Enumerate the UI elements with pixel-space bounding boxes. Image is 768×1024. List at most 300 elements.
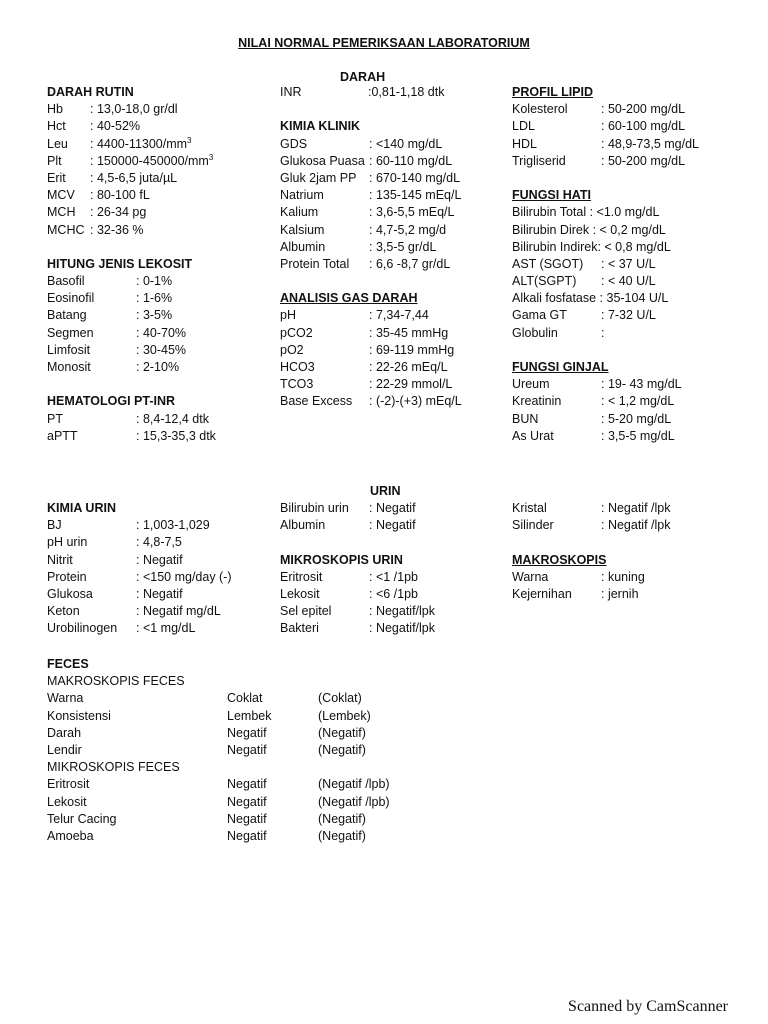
mikroskopis-urin-heading: MIKROSKOPIS URIN <box>280 552 403 567</box>
urin-heading: URIN <box>370 484 401 498</box>
hitung-jenis-heading: HITUNG JENIS LEKOSIT <box>47 256 193 271</box>
list-item <box>47 222 272 239</box>
item-value <box>136 620 195 637</box>
item-label: aPTT <box>47 428 78 443</box>
item-value-text: : Negatif/lpk <box>369 604 436 619</box>
darah-rutin-list <box>47 101 272 239</box>
list-item <box>280 187 505 204</box>
item-value <box>601 307 656 324</box>
list-item <box>512 411 757 428</box>
urin-middle-column <box>280 500 505 638</box>
kimia-klinik-list <box>280 136 505 274</box>
item-value-text: Negatif <box>227 811 267 826</box>
item-value <box>227 776 267 793</box>
item-value-text: : 26-34 pg <box>90 205 147 220</box>
item-value <box>136 428 216 445</box>
item-label: Kristal <box>512 501 547 515</box>
item-value-text: Negatif <box>227 828 267 843</box>
item-label: As Urat <box>512 428 554 443</box>
list-item <box>47 204 272 221</box>
item-label: Natrium <box>280 188 324 203</box>
item-value-text: : 19- 43 mg/dL <box>601 377 682 392</box>
item-value-superscript: 3 <box>187 135 192 145</box>
item-label: HCO3 <box>280 360 315 374</box>
item-label: Limfosit <box>47 342 91 357</box>
list-item <box>47 708 467 725</box>
item-value <box>601 428 675 445</box>
item-value-text: Lembek <box>227 708 272 723</box>
item-value-text: : 4,8-7,5 <box>136 535 182 550</box>
list-item <box>47 534 272 551</box>
item-value-text: : 50-200 mg/dL <box>601 102 686 117</box>
item-value <box>136 342 186 359</box>
list-item <box>47 690 467 707</box>
item-value <box>227 708 271 725</box>
list-item <box>47 187 272 204</box>
item-value <box>227 742 267 759</box>
right-column-darah <box>512 84 757 445</box>
item-value <box>601 393 674 410</box>
item-value <box>90 204 146 221</box>
item-value-text: : < 40 U/L <box>601 274 656 289</box>
list-item <box>47 118 272 135</box>
item-value <box>369 256 450 273</box>
item-value-text: : Negatif/lpk <box>369 621 436 636</box>
item-value <box>601 500 670 517</box>
list-item <box>47 603 272 620</box>
item-value <box>601 136 699 153</box>
item-value <box>136 359 179 376</box>
item-label: Trigliserid <box>512 153 566 168</box>
item-value-text: Negatif <box>227 777 267 792</box>
item-label: Eritrosit <box>280 569 323 584</box>
item-value-text: : 4400-11300/mm <box>90 136 188 151</box>
list-item <box>280 500 505 517</box>
item-value <box>601 325 604 342</box>
list-item <box>280 153 505 170</box>
item-value-text: : 3-5% <box>136 308 173 323</box>
item-label: Kolesterol <box>512 102 568 117</box>
item-value <box>369 325 448 342</box>
item-value-text: : 60-110 mg/dL <box>369 153 453 168</box>
item-label: Protein <box>47 569 87 584</box>
item-reference: (Lembek) <box>318 708 371 723</box>
list-item <box>47 517 272 534</box>
item-label: Urobilinogen <box>47 621 118 636</box>
list-item <box>47 325 272 342</box>
fungsi-hati-list <box>512 256 757 290</box>
item-value <box>136 534 182 551</box>
item-label: Base Excess <box>280 394 353 409</box>
item-label: GDS <box>280 136 308 151</box>
item-value <box>136 411 209 428</box>
item-label: Sel epitel <box>280 604 332 619</box>
hematologi-list <box>47 411 272 445</box>
list-item <box>47 153 272 170</box>
item-label: Kejernihan <box>512 586 572 601</box>
list-item <box>280 620 505 637</box>
item-value <box>601 153 685 170</box>
item-value <box>601 273 656 290</box>
item-value <box>227 811 267 828</box>
list-item <box>47 811 467 828</box>
item-value <box>369 170 460 187</box>
inr-label: INR <box>280 85 302 99</box>
item-label: Silinder <box>512 518 554 533</box>
item-label: pO2 <box>280 342 304 357</box>
item-value <box>369 239 436 256</box>
item-value-text: : 22-26 mEq/L <box>369 360 448 374</box>
list-item <box>512 586 757 603</box>
item-label: Warna <box>47 691 84 706</box>
hematologi-heading: HEMATOLOGI PT-INR <box>47 394 176 409</box>
item-value <box>369 222 446 239</box>
item-value <box>136 603 221 620</box>
item-value-text: : <1 mg/dL <box>136 621 196 636</box>
item-label: AST (SGOT) <box>512 256 584 271</box>
item-value <box>369 500 416 517</box>
item-value-text: : 5-20 mg/dL <box>601 411 672 426</box>
list-item <box>47 586 272 603</box>
item-value <box>369 204 454 221</box>
item-value-text: : Negatif mg/dL <box>136 604 221 619</box>
item-value <box>601 256 656 273</box>
item-value-text: : 69-119 mmHg <box>369 342 455 357</box>
item-value-text: : 2-10% <box>136 360 180 374</box>
item-value <box>601 569 645 586</box>
item-label: ALT(SGPT) <box>512 274 577 289</box>
list-item <box>47 273 272 290</box>
item-label: Batang <box>47 308 87 323</box>
item-value <box>227 725 267 742</box>
item-value-text: : 80-100 fL <box>90 188 150 203</box>
item-value <box>601 517 670 534</box>
mikroskopis-feces-heading: MIKROSKOPIS FECES <box>47 760 180 775</box>
left-column-darah <box>47 84 272 445</box>
item-value-text: : 1,003-1,029 <box>136 518 210 533</box>
list-item <box>512 153 757 170</box>
item-label: Telur Cacing <box>47 811 117 826</box>
item-value <box>601 586 639 603</box>
item-label: Eosinofil <box>47 291 95 306</box>
profil-lipid-heading: PROFIL LIPID <box>512 85 594 99</box>
item-value <box>136 552 183 569</box>
item-value-text: : 30-45% <box>136 342 187 357</box>
bilirubin-direk-line: Bilirubin Direk : < 0,2 mg/dL <box>512 222 666 237</box>
list-item <box>280 170 505 187</box>
item-value <box>369 393 462 410</box>
item-value-text: : 3,5-5 mg/dL <box>601 428 675 443</box>
item-label: Konsistensi <box>47 708 111 723</box>
darah-heading: DARAH <box>340 70 386 84</box>
alkali-fosfatase-line: Alkali fosfatase : 35-104 U/L <box>512 291 669 306</box>
inr-row <box>280 84 505 101</box>
item-value-text: : 670-140 mg/dL <box>369 170 461 185</box>
item-value-text: : 135-145 mEq/L <box>369 188 462 203</box>
item-value-text: : 40-52% <box>90 119 141 134</box>
item-label: Hb <box>47 102 63 117</box>
item-value-text: : 3,5-5 gr/dL <box>369 239 437 254</box>
list-item <box>280 586 505 603</box>
item-value-text: : Negatif <box>369 518 416 533</box>
mikroskopis-urin-list <box>280 569 505 638</box>
list-item <box>512 428 757 445</box>
item-label: Lekosit <box>47 794 87 809</box>
item-value <box>601 101 685 118</box>
item-value <box>90 222 144 239</box>
item-value-text: : 15,3-35,3 dtk <box>136 428 216 443</box>
item-label: Kalium <box>280 205 319 220</box>
list-item <box>280 376 505 393</box>
item-value <box>90 170 177 187</box>
item-value <box>227 828 267 845</box>
list-item <box>280 204 505 221</box>
item-value <box>90 118 140 135</box>
item-label: Protein Total <box>280 256 350 271</box>
item-value <box>369 517 416 534</box>
item-label: Erit <box>47 170 66 185</box>
item-value-text: : 40-70% <box>136 325 187 340</box>
list-item <box>512 376 757 393</box>
item-value <box>369 603 435 620</box>
feces-heading: FECES <box>47 657 89 671</box>
list-item <box>280 307 505 324</box>
item-label: PT <box>47 411 63 426</box>
item-label: Lekosit <box>280 586 320 601</box>
list-item <box>280 256 505 273</box>
item-reference: (Negatif /lpb) <box>318 794 390 809</box>
item-reference: (Negatif) <box>318 742 366 757</box>
item-value <box>369 307 429 324</box>
item-label: MCH <box>47 205 76 220</box>
item-value-text: : 0-1% <box>136 274 173 289</box>
item-value-text: : <6 /1pb <box>369 586 418 601</box>
fungsi-ginjal-list <box>512 376 757 445</box>
list-item <box>47 725 467 742</box>
inr-value: :0,81-1,18 dtk <box>368 85 445 99</box>
item-label: MCV <box>47 188 75 203</box>
item-label: pH urin <box>47 535 88 550</box>
item-label: Ureum <box>512 377 550 392</box>
list-item <box>47 776 467 793</box>
item-value <box>601 376 682 393</box>
item-value-text: : 22-29 mmol/L <box>369 377 453 392</box>
item-value-superscript: 3 <box>208 152 214 162</box>
item-label: Warna <box>512 569 549 584</box>
fungsi-hati-heading: FUNGSI HATI <box>512 188 591 203</box>
profil-lipid-list <box>512 101 757 170</box>
item-reference: (Coklat) <box>318 691 362 706</box>
list-item <box>280 569 505 586</box>
item-value <box>369 153 452 170</box>
item-label: TCO3 <box>280 377 314 392</box>
item-value <box>369 187 461 204</box>
item-label: Gama GT <box>512 308 567 323</box>
list-item <box>280 517 505 534</box>
item-label: Darah <box>47 725 82 740</box>
list-item <box>512 517 757 534</box>
item-label: Albumin <box>280 518 326 533</box>
list-item <box>47 170 272 187</box>
item-label: pCO2 <box>280 325 313 340</box>
item-value-text: : 3,6-5,5 mEq/L <box>369 205 455 220</box>
item-value-text: : jernih <box>601 586 639 601</box>
item-value-text: : 48,9-73,5 mg/dL <box>601 136 699 151</box>
makroskopis-heading: MAKROSKOPIS <box>512 552 607 567</box>
hitung-jenis-list <box>47 273 272 376</box>
list-item <box>280 393 505 410</box>
list-item <box>47 569 272 586</box>
item-label: Monosit <box>47 360 91 374</box>
item-value-text: : Negatif <box>369 501 416 515</box>
item-value <box>369 136 442 153</box>
item-label: Gluk 2jam PP <box>280 170 357 185</box>
list-item <box>280 603 505 620</box>
list-item <box>47 136 272 153</box>
item-value <box>90 187 150 204</box>
item-label: MCHC <box>47 222 85 237</box>
item-label: Basofil <box>47 274 85 289</box>
item-value <box>136 290 172 307</box>
urin-mid-list <box>280 500 505 534</box>
kimia-urin-list <box>47 517 272 637</box>
item-label: Segmen <box>47 325 94 340</box>
item-label: Keton <box>47 604 80 619</box>
item-label: Globulin <box>512 325 558 340</box>
item-value-text: : 50-200 mg/dL <box>601 153 686 168</box>
item-value-text: : 1-6% <box>136 291 173 306</box>
item-value-text: : <150 mg/day (-) <box>136 569 232 584</box>
item-value-text: : 8,4-12,4 dtk <box>136 411 209 426</box>
item-reference: (Negatif) <box>318 725 366 740</box>
item-value-text: : 32-36 % <box>90 222 144 237</box>
item-label: BJ <box>47 518 62 533</box>
item-value-text: : 7-32 U/L <box>601 308 656 323</box>
item-label: Kalsium <box>280 222 325 237</box>
darah-rutin-heading: DARAH RUTIN <box>47 85 134 99</box>
list-item <box>47 411 272 428</box>
item-value <box>601 118 685 135</box>
item-label: Kreatinin <box>512 394 562 409</box>
item-value <box>136 325 186 342</box>
kimia-klinik-heading: KIMIA KLINIK <box>280 119 361 134</box>
item-value-text: : 35-45 mmHg <box>369 325 449 340</box>
list-item <box>47 794 467 811</box>
kimia-urin-heading: KIMIA URIN <box>47 501 116 515</box>
item-reference: (Negatif) <box>318 811 366 826</box>
item-value <box>369 342 454 359</box>
item-value-text: : kuning <box>601 569 645 584</box>
list-item <box>47 290 272 307</box>
item-value <box>136 586 183 603</box>
gas-darah-list <box>280 307 505 410</box>
item-label: Bakteri <box>280 621 319 636</box>
item-value <box>369 586 418 603</box>
item-value-text: : 4,7-5,2 mg/d <box>369 222 447 237</box>
fungsi-ginjal-heading: FUNGSI GINJAL <box>512 360 609 374</box>
middle-column-darah <box>280 84 505 411</box>
item-label: Bilirubin urin <box>280 501 349 515</box>
item-value <box>136 517 210 534</box>
kimia-urin-column <box>47 500 272 638</box>
bilirubin-indirek-line: Bilirubin Indirek: < 0,8 mg/dL <box>512 239 671 254</box>
list-item <box>47 620 272 637</box>
item-value-text: : 150000-450000/mm <box>90 153 209 168</box>
feces-makro-list <box>47 690 467 759</box>
item-value-text: : 7,34-7,44 <box>369 308 429 323</box>
list-item <box>47 552 272 569</box>
item-label: Albumin <box>280 239 326 254</box>
feces-mikro-list <box>47 776 467 845</box>
urin-right-column <box>512 500 757 603</box>
item-label: BUN <box>512 411 539 426</box>
item-value <box>369 620 435 637</box>
list-item <box>47 742 467 759</box>
makroskopis-list <box>512 569 757 603</box>
list-item <box>47 342 272 359</box>
item-value-text: : Negatif <box>136 552 183 567</box>
item-label: Plt <box>47 153 62 168</box>
item-value-text: Negatif <box>227 794 267 809</box>
list-item <box>280 222 505 239</box>
item-value <box>601 411 671 428</box>
list-item <box>512 500 757 517</box>
list-item <box>512 307 757 324</box>
list-item <box>280 325 505 342</box>
list-item <box>512 256 757 273</box>
list-item <box>512 273 757 290</box>
item-value-text: : 13,0-18,0 gr/dl <box>90 102 178 117</box>
page-title: NILAI NORMAL PEMERIKSAAN LABORATORIUM <box>238 36 530 50</box>
item-label: Nitrit <box>47 552 73 567</box>
list-item <box>280 136 505 153</box>
item-reference: (Negatif /lpb) <box>318 777 390 792</box>
item-label: Leu <box>47 136 68 151</box>
item-reference: (Negatif) <box>318 828 366 843</box>
item-value <box>227 690 262 707</box>
list-item <box>47 828 467 845</box>
list-item <box>512 393 757 410</box>
item-value <box>227 794 267 811</box>
fungsi-hati-list-2 <box>512 307 757 341</box>
item-value-text: : 4,5-6,5 juta/µL <box>90 170 178 185</box>
list-item <box>512 325 757 342</box>
item-value-text: Negatif <box>227 742 267 757</box>
item-label: Eritrosit <box>47 777 90 792</box>
urin-right-list <box>512 500 757 534</box>
item-label: pH <box>280 308 296 323</box>
item-value-text: : (-2)-(+3) mEq/L <box>369 394 462 409</box>
item-value-text: : <1 /1pb <box>369 569 418 584</box>
item-value-text: : < 37 U/L <box>601 256 656 271</box>
feces-section <box>47 656 467 845</box>
item-value <box>136 273 172 290</box>
item-label: Lendir <box>47 742 82 757</box>
item-label: HDL <box>512 136 538 151</box>
list-item <box>280 342 505 359</box>
item-value-text: : < 1,2 mg/dL <box>601 394 675 409</box>
item-value-text: : <140 mg/dL <box>369 136 443 151</box>
list-item <box>512 101 757 118</box>
item-label: Hct <box>47 119 66 134</box>
list-item <box>47 101 272 118</box>
item-value-text: : 60-100 mg/dL <box>601 119 686 134</box>
item-value-text: Negatif <box>227 725 267 740</box>
item-value <box>90 101 178 118</box>
item-value-text: : Negatif /lpk <box>601 518 671 533</box>
list-item <box>280 239 505 256</box>
item-value <box>369 376 452 393</box>
